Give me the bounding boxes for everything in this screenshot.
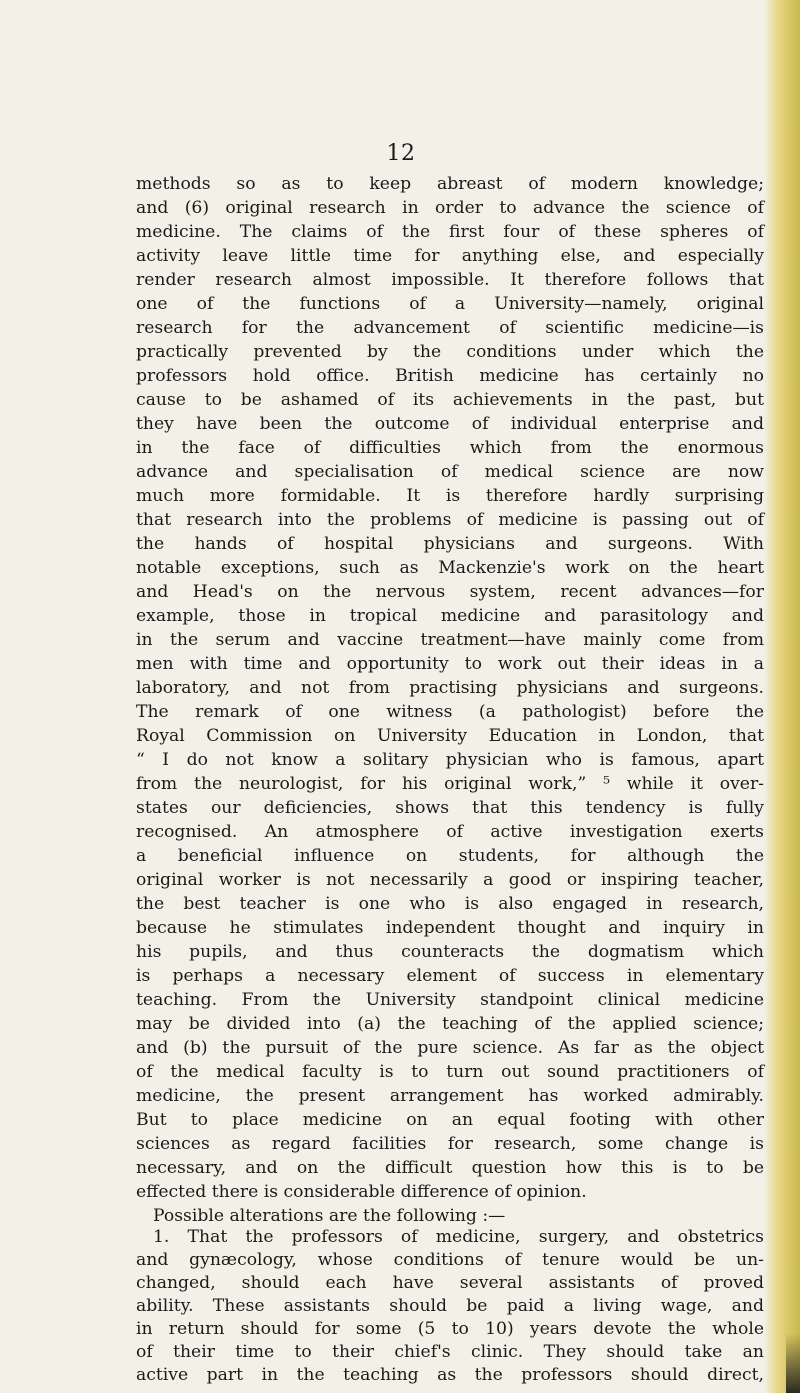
text-line: in the face of difficulties which from the enormous xyxy=(136,438,764,458)
text-line: Possible alterations are the following :— xyxy=(153,1206,506,1226)
text-line: may be divided into (a) the teaching of the applied science; xyxy=(136,1014,764,1034)
text-line: active part in the teaching as the professors should direct, xyxy=(136,1365,764,1385)
text-line: example, those in tropical medicine and parasitology and xyxy=(136,606,764,626)
text-line: cause to be ashamed of its achievements in the past, but xyxy=(136,390,764,410)
text-line: and gynæcology, whose conditions of tenure would be un- xyxy=(136,1250,764,1270)
page-number: 12 xyxy=(386,141,416,166)
text-line: 1. That the professors of medicine, surgery, and obstetrics xyxy=(153,1227,764,1247)
text-line: of the medical faculty is to turn out sound practitioners of xyxy=(136,1062,764,1082)
text-line: practically prevented by the conditions under which the xyxy=(136,342,764,362)
text-line: sciences as regard facilities for research, some change is xyxy=(136,1134,764,1154)
text-line: much more formidable. It is therefore hardly surprising xyxy=(136,486,764,506)
text-line: But to place medicine on an equal footing with other xyxy=(136,1110,764,1130)
text-line: research for the advancement of scientific medicine—is xyxy=(136,318,764,338)
text-line: render research almost impossible. It therefore follows that xyxy=(136,270,764,290)
text-line: in the serum and vaccine treatment—have mainly come from xyxy=(136,630,764,650)
text-line: men with time and opportunity to work out their ideas in a xyxy=(136,654,764,674)
text-line: and (b) the pursuit of the pure science. As far as the object xyxy=(136,1038,764,1058)
text-line: changed, should each have several assistants of proved xyxy=(136,1273,764,1293)
text-line: and Head's on the nervous system, recent advances—for xyxy=(136,582,764,602)
text-line: is perhaps a necessary element of success in elementary xyxy=(136,966,764,986)
text-line: activity leave little time for anything else, and especially xyxy=(136,246,764,266)
text-line: professors hold office. British medicine has certainly no xyxy=(136,366,764,386)
text-line: one of the functions of a University—namely, original xyxy=(136,294,764,314)
text-line: a beneficial influence on students, for although the xyxy=(136,846,764,866)
text-line: necessary, and on the difficult question how this is to be xyxy=(136,1158,764,1178)
text-line: the hands of hospital physicians and surgeons. With xyxy=(136,534,764,554)
page-corner-shadow xyxy=(786,1333,800,1393)
text-line: the best teacher is one who is also engaged in research, xyxy=(136,894,764,914)
text-line: laboratory, and not from practising physicians and surgeons. xyxy=(136,678,764,698)
text-line: recognised. An atmosphere of active investigation exerts xyxy=(136,822,764,842)
text-line: of their time to their chief's clinic. They should take an xyxy=(136,1342,764,1362)
text-line: original worker is not necessarily a good or inspiring teacher, xyxy=(136,870,764,890)
text-line: effected there is considerable difference of opinion. xyxy=(136,1182,587,1202)
text-line: The remark of one witness (a pathologist) before the xyxy=(136,702,764,722)
text-line: his pupils, and thus counteracts the dogmatism which xyxy=(136,942,764,962)
text-line: methods so as to keep abreast of modern knowledge; xyxy=(136,174,764,194)
text-line: states our deficiencies, shows that this tendency is fully xyxy=(136,798,764,818)
text-line: in return should for some (5 to 10) years devote the whole xyxy=(136,1319,764,1339)
text-line: medicine, the present arrangement has worked admirably. xyxy=(136,1086,764,1106)
text-line: that research into the problems of medicine is passing out of xyxy=(136,510,764,530)
page-edge-shadow xyxy=(764,0,800,1393)
text-line: Royal Commission on University Education in London, that xyxy=(136,726,764,746)
text-line: advance and specialisation of medical science are now xyxy=(136,462,764,482)
text-line: and (6) original research in order to advance the science of xyxy=(136,198,764,218)
text-line: ability. These assistants should be paid a living wage, and xyxy=(136,1296,764,1316)
text-line: medicine. The claims of the first four of these spheres of xyxy=(136,222,764,242)
text-line: notable exceptions, such as Mackenzie's work on the heart xyxy=(136,558,764,578)
text-line: “ I do not know a solitary physician who is famous, apart xyxy=(136,750,764,770)
text-line: from the neurologist, for his original work,” ⁵ while it over- xyxy=(136,774,764,794)
text-line: because he stimulates independent thought and inquiry in xyxy=(136,918,764,938)
text-line: they have been the outcome of individual enterprise and xyxy=(136,414,764,434)
text-line: teaching. From the University standpoint clinical medicine xyxy=(136,990,764,1010)
